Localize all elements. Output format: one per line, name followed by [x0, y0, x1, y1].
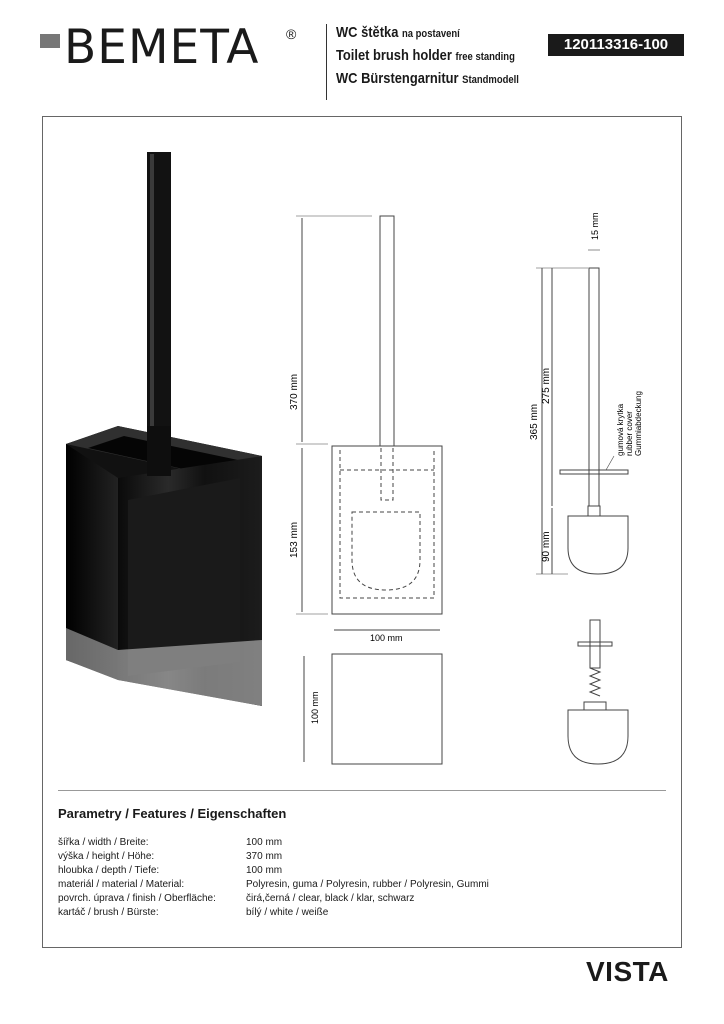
spec-value: Polyresin, guma / Polyresin, rubber / Polyresin, Gummi	[246, 879, 489, 890]
dim-370-label: 370 mm	[289, 373, 300, 410]
brush-head-dashed	[352, 512, 420, 590]
spec-label: hloubka / depth / Tiefe:	[58, 865, 160, 876]
title-line-en: Toilet brush holder free standing	[336, 47, 515, 64]
leader-rubber	[606, 456, 614, 470]
top-view	[304, 654, 442, 764]
clear-base-right	[118, 640, 262, 706]
rubber-label-cz: gumová krytka	[616, 403, 625, 456]
spec-label: šířka / width / Breite:	[58, 837, 149, 848]
dim-153-label: 153 mm	[289, 521, 300, 558]
title-line-de: WC Bürstengarnitur Standmodell	[336, 70, 519, 87]
product-photo	[66, 152, 262, 706]
assembly-detail	[568, 620, 628, 764]
handle-highlight	[150, 154, 154, 450]
assembly-cover	[578, 642, 612, 646]
features-divider	[58, 790, 666, 791]
spec-row	[58, 878, 489, 892]
features-title: Parametry / Features / Eigenschaften	[58, 806, 287, 821]
brush-dim-labels	[529, 212, 643, 562]
rubber-label-en: rubber cover	[625, 411, 634, 456]
assembly-thread	[590, 668, 600, 696]
top-view-square	[332, 654, 442, 764]
dim-275-label: 275 mm	[541, 367, 552, 404]
collection-name: VISTA	[586, 956, 669, 987]
assembly-head	[568, 710, 628, 764]
spec-row	[58, 864, 489, 878]
dim-15-label: 15 mm	[590, 212, 600, 240]
spec-row	[58, 850, 489, 864]
spec-value: bílý / white / weiße	[246, 907, 329, 918]
spec-value: čirá,černá / clear, black / klar, schwarz	[246, 893, 415, 904]
handle-lower	[147, 426, 171, 476]
dim-365-label: 365 mm	[529, 403, 540, 440]
spec-label: materiál / material / Material:	[58, 879, 185, 890]
dim-100w-label: 100 mm	[370, 633, 403, 643]
product-code-badge: 120113316-100	[548, 34, 684, 56]
dim-90-label: 90 mm	[541, 531, 552, 562]
spec-value: 370 mm	[246, 851, 283, 862]
features-table	[58, 836, 489, 920]
brand-name: BEMETA	[64, 20, 260, 75]
rubber-label-de: Gummiabdeckung	[634, 391, 643, 456]
holder-outline	[332, 446, 442, 614]
spec-row	[58, 836, 489, 850]
spec-value: 100 mm	[246, 837, 283, 848]
handle-hidden-dashed	[381, 446, 393, 500]
handle-outline	[380, 216, 394, 446]
rubber-cover	[560, 470, 628, 474]
spec-row	[58, 906, 489, 920]
brush-head	[568, 516, 628, 574]
spec-label: povrch. úprava / finish / Oberfläche:	[58, 893, 216, 904]
spec-row	[58, 892, 489, 906]
spec-label: kartáč / brush / Bürste:	[58, 907, 159, 918]
assembly-shaft	[590, 620, 600, 668]
registered-mark: ®	[286, 26, 297, 42]
brush-detail	[536, 250, 628, 574]
front-view	[296, 216, 442, 630]
brush-connector	[588, 506, 600, 516]
front-dim-labels	[289, 374, 403, 643]
dim-100d-label: 100 mm	[310, 691, 320, 724]
title-line-cz: WC štětka na postavení	[336, 24, 460, 41]
spec-label: výška / height / Höhe:	[58, 851, 155, 862]
spec-value: 100 mm	[246, 865, 283, 876]
assembly-socket	[584, 702, 606, 710]
